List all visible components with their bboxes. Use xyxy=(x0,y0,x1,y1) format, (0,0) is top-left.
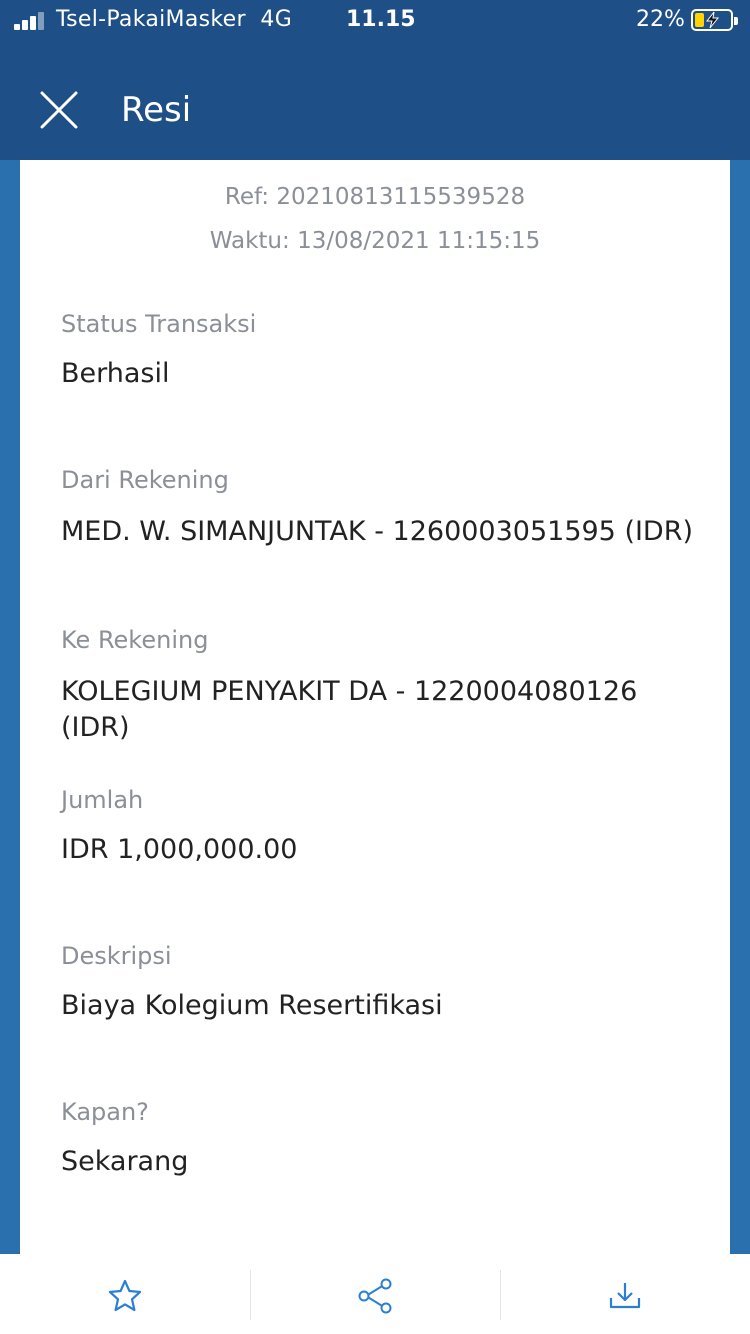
to-account-value: KOLEGIUM PENYAKIT DA - 1220004080126 (IDR) xyxy=(61,676,638,743)
app-header xyxy=(0,40,750,160)
download-button[interactable] xyxy=(500,1254,750,1334)
star-icon xyxy=(107,1278,143,1314)
description-label: Deskripsi xyxy=(61,942,172,970)
status-value: Berhasil xyxy=(61,358,170,389)
signal-icon xyxy=(14,10,50,30)
amount-value: IDR 1,000,000.00 xyxy=(61,834,298,865)
amount-label: Jumlah xyxy=(61,786,144,814)
status-label: Status Transaksi xyxy=(61,310,257,338)
share-icon xyxy=(356,1277,394,1315)
close-icon xyxy=(38,89,80,131)
from-account-value: MED. W. SIMANJUNTAK - 1260003051595 (IDR) xyxy=(61,516,694,547)
carrier-name: Tsel-PakaiMasker 4G xyxy=(56,7,293,32)
reference-number: Ref: 20210813115539528 xyxy=(224,184,526,210)
battery-percent: 22% xyxy=(636,7,685,32)
share-button[interactable] xyxy=(250,1254,500,1334)
receipt-card xyxy=(20,160,730,1254)
schedule-value: Sekarang xyxy=(61,1146,189,1177)
download-icon xyxy=(607,1278,643,1314)
description-value: Biaya Kolegium Resertifikasi xyxy=(61,990,443,1021)
to-account-label: Ke Rekening xyxy=(61,626,209,654)
transaction-time: Waktu: 13/08/2021 11:15:15 xyxy=(209,228,541,254)
close-button[interactable] xyxy=(38,89,80,131)
battery-icon xyxy=(691,9,733,31)
favorite-button[interactable] xyxy=(0,1254,250,1334)
status-bar xyxy=(0,0,750,40)
schedule-label: Kapan? xyxy=(61,1098,149,1126)
bottom-action-bar xyxy=(0,1254,750,1334)
page-title: Resi xyxy=(121,90,192,130)
from-account-label: Dari Rekening xyxy=(61,466,229,494)
clock: 11.15 xyxy=(346,7,416,32)
